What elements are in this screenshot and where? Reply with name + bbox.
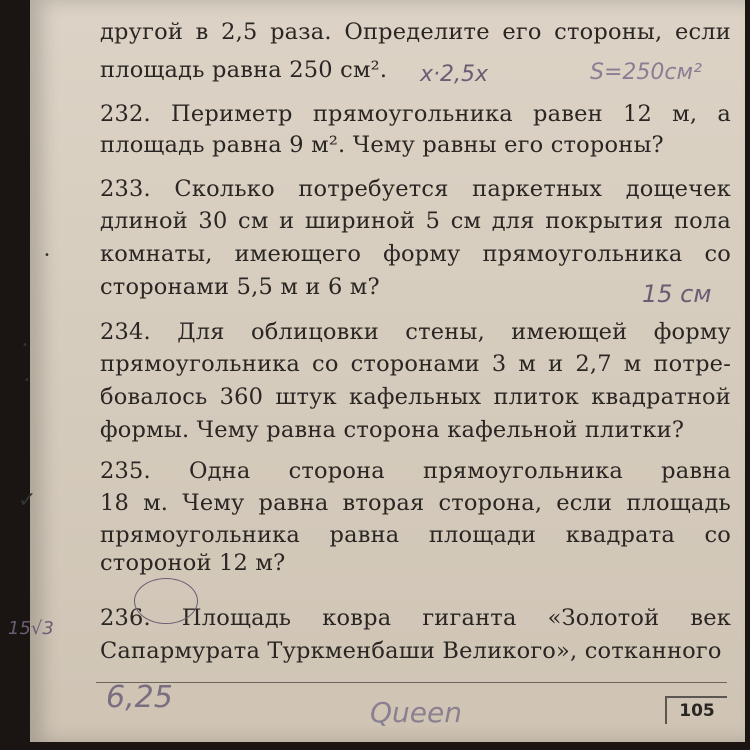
problem-235-line: стороной 12 м? (100, 550, 286, 576)
problem-235-line: 235. Одна сторона прямоугольника равна (100, 458, 731, 484)
page-number: 105 (665, 696, 727, 724)
problem-235-line: прямоугольника равна площади квадрата со (100, 522, 731, 548)
problem-236-line: Сапармурата Туркменбаши Великого», сотканного (100, 638, 722, 664)
handwritten-note: Queen (370, 696, 462, 729)
problem-233-line: сторонами 5,5 м и 6 м? (100, 274, 380, 300)
handwritten-note: 6,25 (106, 680, 173, 715)
problem-236-line: 236. Площадь ковра гиганта «Золотой век (100, 605, 731, 631)
handwritten-note: 15 см (642, 280, 712, 308)
check-mark-icon: ✓ (18, 488, 37, 513)
problem-232-line: 232. Периметр прямоугольника равен 12 м, а (100, 101, 731, 127)
problem-233-line: длиной 30 см и шириной 5 см для покрытия пола (100, 208, 731, 234)
textbook-page (8, 0, 745, 742)
problem-233-line: 233. Сколько потребуется паркетных дощечек (100, 176, 731, 202)
text-line: другой в 2,5 раза. Определите его стороны, если (100, 19, 731, 45)
problem-234-line: бовалось 360 штук кафельных плиток квадратной (100, 384, 731, 410)
problem-234-line: 234. Для облицовки стены, имеющей форму (100, 319, 731, 345)
handwritten-note: x·2,5x (420, 62, 489, 87)
problem-232-line: площадь равна 9 м². Чему равны его стороны? (100, 132, 664, 158)
text-line: площадь равна 250 см². (100, 57, 388, 83)
handwritten-note: S=250см² (590, 60, 702, 85)
problem-234-line: прямоугольника со сторонами 3 м и 2,7 м потре- (100, 351, 731, 377)
handwritten-note: 15√3 (8, 618, 54, 639)
problem-235-line: 18 м. Чему равна вторая сторона, если площадь (100, 490, 731, 516)
dot-mark-icon: • (44, 250, 50, 261)
problem-circle-mark (134, 578, 198, 624)
problem-234-line: формы. Чему равна сторона кафельной плитки? (100, 417, 685, 443)
problem-233-line: комнаты, имеющего форму прямоугольника со (100, 241, 731, 267)
dot-mark-icon: • (24, 375, 30, 386)
footer-rule (96, 682, 727, 683)
dot-mark-icon: • (22, 340, 28, 351)
